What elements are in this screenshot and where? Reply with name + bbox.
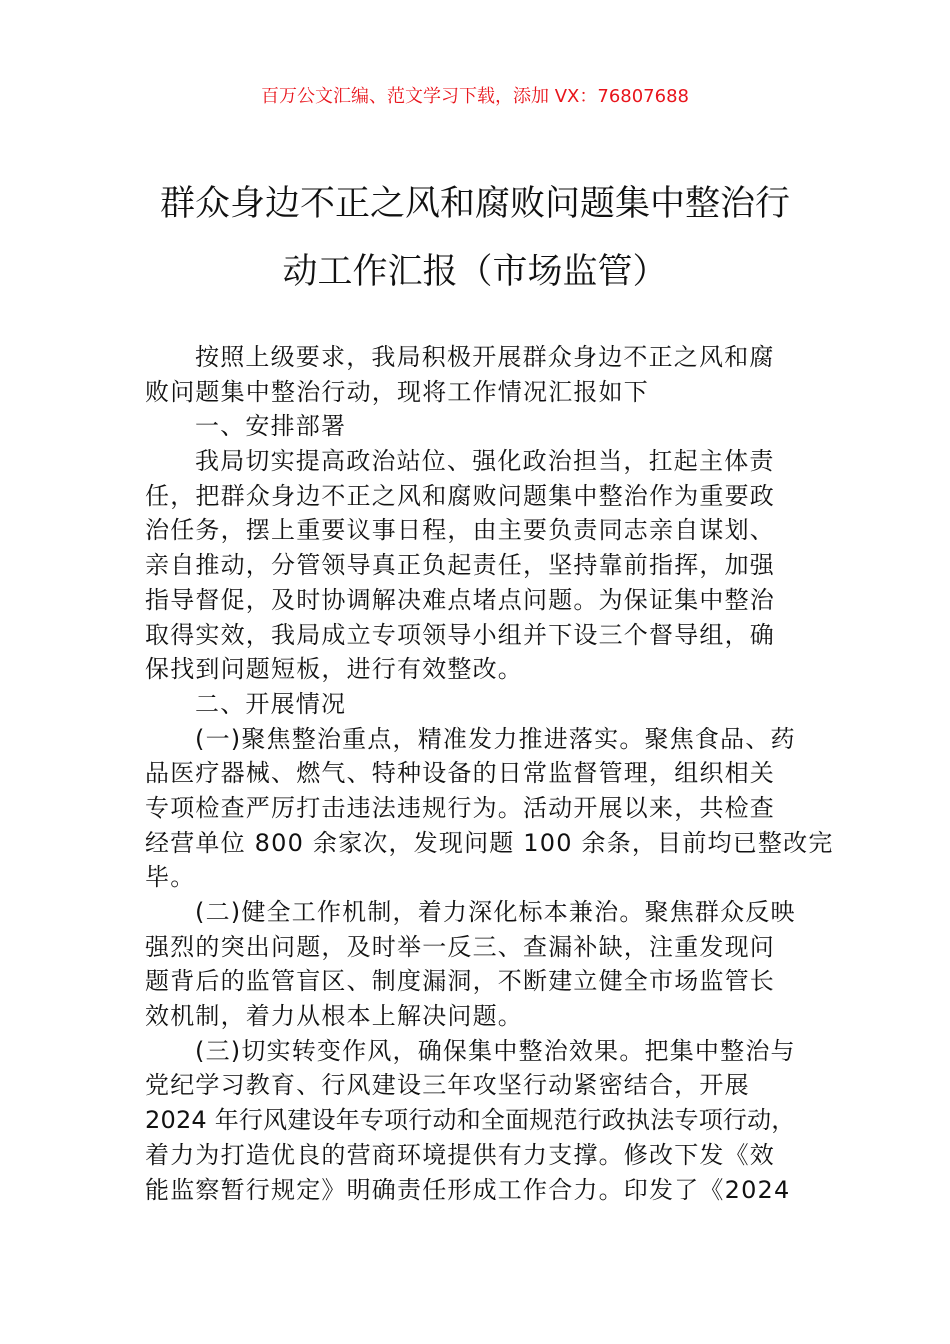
body-line: 任，把群众身边不正之风和腐败问题集中整治作为重要政 <box>145 481 775 510</box>
body-line: 题背后的监管盲区、制度漏洞，不断建立健全市场监管长 <box>145 967 775 996</box>
body-line: (二)健全工作机制，着力深化标本兼治。聚焦群众反映 <box>195 898 796 926</box>
body-line: 着力为打造优良的营商环境提供有力支撑。修改下发《效 <box>145 1140 775 1169</box>
body-line: 经营单位 800 余家次，发现问题 100 余条，目前均已整改完 <box>145 828 834 857</box>
body-line: 治任务，摆上重要议事日程，由主要负责同志亲自谋划、 <box>145 516 775 545</box>
body-line: 能监察暂行规定》明确责任形成工作合力。印发了《2024 <box>145 1175 791 1204</box>
body-line: 取得实效，我局成立专项领导小组并下设三个督导组，确 <box>145 620 775 649</box>
body-line: 品医疗器械、燃气、特种设备的日常监督管理，组织相关 <box>145 759 775 788</box>
body-line: 按照上级要求，我局积极开展群众身边不正之风和腐 <box>195 343 775 371</box>
body-line: 我局切实提高政治站位、强化政治担当，扛起主体责 <box>195 447 775 476</box>
body-line: 强烈的突出问题，及时举一反三、查漏补缺，注重发现问 <box>145 932 775 961</box>
watermark-header: 百万公文汇编、范文学习下载，添加 VX：76807688 <box>261 86 689 107</box>
body-line: 专项检查严厉打击违法违规行为。活动开展以来，共检查 <box>145 793 775 822</box>
body-line: 效机制，着力从根本上解决问题。 <box>145 1002 523 1031</box>
document-title <box>0 170 950 306</box>
body-line: (三)切实转变作风，确保集中整治效果。把集中整治与 <box>195 1036 796 1065</box>
body-line: (一)聚焦整治重点，精准发力推进落实。聚焦食品、药 <box>195 724 796 753</box>
body-line: 2024 年行风建设年专项行动和全面规范行政执法专项行动， <box>145 1106 796 1135</box>
title-line: 群众身边不正之风和腐败问题集中整治行 <box>159 184 790 224</box>
title-line: 动工作汇报（市场监管） <box>282 252 668 292</box>
body-line: 亲自推动，分管领导真正负起责任，坚持靠前指挥，加强 <box>145 551 775 580</box>
body-line: 毕。 <box>145 863 196 892</box>
body-line: 败问题集中整治行动，现将工作情况汇报如下 <box>145 377 649 406</box>
body-line: 指导督促，及时协调解决难点堵点问题。为保证集中整治 <box>145 585 775 614</box>
body-line: 保找到问题短板，进行有效整改。 <box>145 655 523 684</box>
section-heading: 二、开展情况 <box>195 689 347 718</box>
body-line: 党纪学习教育、行风建设三年攻坚行动紧密结合，开展 <box>145 1071 750 1100</box>
document-body <box>145 340 834 1207</box>
section-heading: 一、安排部署 <box>195 412 347 441</box>
